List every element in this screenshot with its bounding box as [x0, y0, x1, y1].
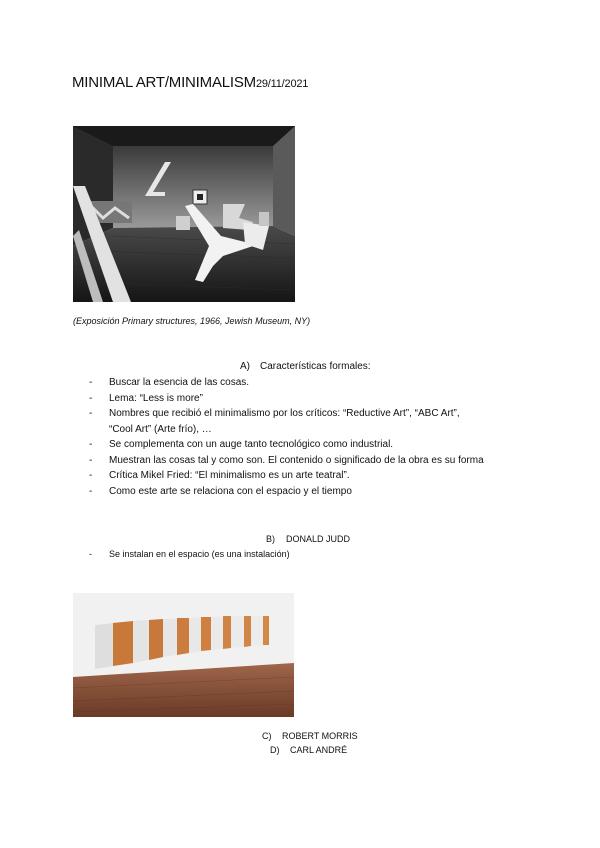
section-c-heading: [262, 731, 358, 741]
list-dash: -: [89, 454, 93, 466]
section-a-title: Características formales:: [260, 361, 371, 372]
exhibition-photo: [73, 126, 295, 302]
list-item: - Nombres que recibió el minimalismo por los críticos: “Reductive Art”, “ABC Art”,: [89, 406, 529, 422]
judd-photo-svg: [73, 593, 294, 717]
list-dash: -: [89, 392, 93, 404]
section-a-label: A): [240, 361, 250, 372]
title-date: 29/11/2021: [255, 78, 309, 90]
list-dash: -: [89, 377, 93, 388]
title-text: MINIMAL ART/MINIMALISM: [72, 74, 256, 91]
section-b-heading: [266, 534, 350, 544]
list-item: - Crítica Mikel Fried: “El minimalismo es un arte teatral”.: [89, 468, 529, 484]
section-b-title: DONALD JUDD: [286, 534, 351, 544]
section-d-heading: [270, 745, 347, 755]
list-dash: -: [89, 470, 93, 481]
section-a-heading: [240, 361, 371, 372]
list-item: - Como este arte se relaciona con el espacio y el tiempo: [89, 484, 529, 500]
section-b-list: [89, 549, 290, 559]
section-d-label: D): [270, 745, 280, 755]
list-dash: -: [89, 439, 93, 450]
section-a-list: [89, 375, 529, 499]
list-dash: -: [89, 485, 93, 497]
section-c-title: ROBERT MORRIS: [282, 731, 358, 741]
page-title: [72, 74, 308, 91]
list-item: - Se complementa con un auge tanto tecnológico como industrial.: [89, 437, 529, 453]
list-item: - Se instalan en el espacio (es una instalación): [89, 549, 290, 559]
exhibition-photo-svg: [73, 126, 295, 302]
section-c-label: C): [262, 731, 272, 741]
photo-caption: (Exposición Primary structures, 1966, Jewish Museum, NY): [73, 316, 311, 326]
section-d-title: CARL ANDRÉ: [290, 745, 348, 755]
judd-photo: [73, 593, 294, 717]
list-dash: -: [89, 549, 92, 559]
section-b-label: B): [266, 534, 275, 544]
list-item-continuation: “Cool Art” (Arte frío), …: [109, 423, 212, 435]
list-dash: -: [89, 408, 93, 419]
list-item: - Lema: “Less is more”: [89, 391, 529, 407]
list-item: - Buscar la esencia de las cosas.: [89, 375, 529, 391]
list-item: - Muestran las cosas tal y como son. El contenido o significado de la obra es su forma: [89, 453, 529, 469]
